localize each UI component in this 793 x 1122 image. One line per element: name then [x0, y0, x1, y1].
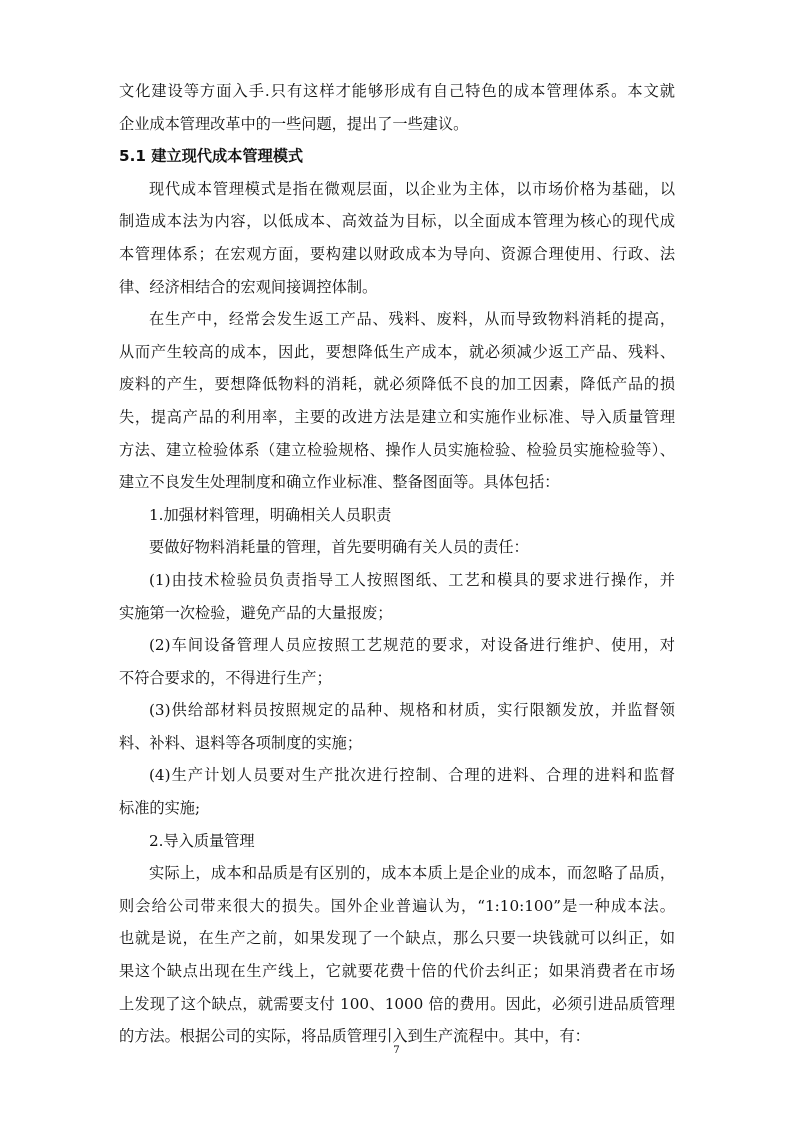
- page-number: 7: [393, 1044, 400, 1056]
- text-line: 制造成本法为内容，以低成本、高效益为目标，以全面成本管理为核心的现代成: [119, 212, 675, 231]
- list-item: (3)供给部材料员按照规定的品种、规格和材质，实行限额发放，并监督领: [149, 701, 675, 720]
- text-line: 要做好物料消耗量的管理，首先要明确有关人员的责任：: [149, 538, 529, 557]
- text-line: 果这个缺点出现在生产线上，它就要花费十倍的代价去纠正；如果消费者在市场: [119, 962, 675, 981]
- text-line: 料、补料、退料等各项制度的实施；: [119, 733, 362, 752]
- list-item: (4)生产计划人员要对生产批次进行控制、合理的进料、合理的进料和监督: [149, 766, 675, 785]
- text-line: 从而产生较高的成本，因此，要想降低生产成本，就必须减少返工产品、残料、: [119, 342, 675, 361]
- subheading: 2.导入质量管理: [149, 831, 255, 850]
- text-line: 企业成本管理改革中的一些问题，提出了一些建议。: [119, 114, 469, 133]
- text-line: 不符合要求的，不得进行生产；: [119, 668, 332, 687]
- text-line: 文化建设等方面入手.只有这样才能够形成有自己特色的成本管理体系。本文就: [119, 82, 675, 100]
- text-line: 标准的实施;: [119, 799, 201, 818]
- text-line: 实施第一次检验，避免产品的大量报废；: [119, 603, 393, 622]
- text-line: 建立不良发生处理制度和确立作业标准、整备图面等。具体包括：: [119, 473, 560, 492]
- list-item: (2)车间设备管理人员应按照工艺规范的要求，对设备进行维护、使用，对: [149, 636, 675, 655]
- text-line: 律、经济相结合的宏观间接调控体制。: [119, 277, 378, 296]
- text-line: 也就是说，在生产之前，如果发现了一个缺点，那么只要一块钱就可以纠正，如: [119, 929, 675, 948]
- text-line: 实际上，成本和品质是有区别的，成本本质上是企业的成本，而忽略了品质，: [149, 864, 675, 883]
- text-line: 本管理体系；在宏观方面，要构建以财政成本为导向、资源合理使用、行政、法: [119, 244, 675, 263]
- text-line: 上发现了这个缺点，就需要支付 100、1000 倍的费用。因此，必须引进品质管理: [119, 994, 675, 1013]
- text-line: 废料的产生，要想降低物料的消耗，就必须降低不良的加工因素，降低产品的损: [119, 375, 675, 394]
- text-line: 方法、建立检验体系（建立检验规格、操作人员实施检验、检验员实施检验等）、: [119, 440, 675, 459]
- section-heading: 5.1 建立现代成本管理模式: [119, 147, 304, 166]
- subheading: 1.加强材料管理，明确相关人员职责: [149, 505, 392, 524]
- body-text: [119, 75, 675, 1053]
- text-line: 在生产中，经常会发生返工产品、残料、废料，从而导致物料消耗的提高，: [149, 310, 675, 329]
- text-line: 失，提高产品的利用率，主要的改进方法是建立和实施作业标准、导入质量管理: [119, 407, 675, 426]
- text-line: 的方法。根据公司的实际，将品质管理引入到生产流程中。其中，有：: [119, 1027, 590, 1046]
- text-line: 现代成本管理模式是指在微观层面，以企业为主体，以市场价格为基础，以: [149, 179, 675, 198]
- text-line: 则会给公司带来很大的损失。国外企业普遍认为，“1:10:100”是一种成本法。: [119, 896, 675, 915]
- list-item: (1)由技术检验员负责指导工人按照图纸、工艺和模具的要求进行操作，并: [149, 570, 675, 589]
